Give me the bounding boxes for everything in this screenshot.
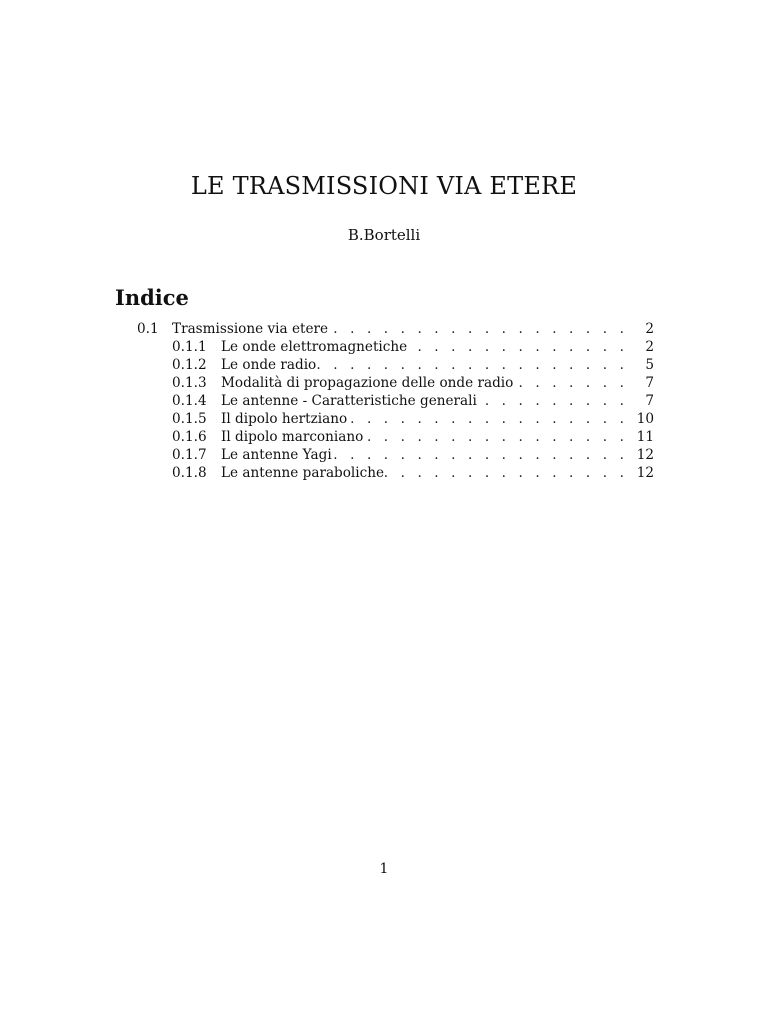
toc-entry-title[interactable]: Le antenne - Caratteristiche generali [221,393,477,409]
toc-leader-dots [332,446,636,464]
toc-entry[interactable] [137,356,654,374]
toc-entry[interactable] [137,446,654,464]
toc-entry-number: 0.1.7 [172,447,207,463]
toc-entry-title[interactable]: Modalità di propagazione delle onde radio [221,375,514,391]
table-of-contents [137,320,654,482]
document-title: LE TRASMISSIONI VIA ETERE [190,172,578,200]
toc-entry-page[interactable]: 5 [645,357,654,373]
toc-entry[interactable] [137,464,654,482]
document-author: B.Bortelli [347,226,421,244]
toc-entry[interactable] [137,428,654,446]
toc-entry-number: 0.1.3 [172,375,207,391]
toc-leader-dots [407,338,636,356]
page-number: 1 [379,861,389,877]
toc-leader-dots [477,392,636,410]
toc-leader-dots [316,356,636,374]
toc-leader-dots [363,428,636,446]
toc-entry-title[interactable]: Il dipolo marconiano [221,429,364,445]
toc-entry[interactable] [137,338,654,356]
toc-entry-title[interactable]: Trasmissione via etere [172,321,329,337]
toc-entry-page[interactable]: 7 [645,375,654,391]
toc-entry-title[interactable]: Le antenne paraboliche [221,465,385,481]
toc-entry-number: 0.1.1 [172,339,207,355]
toc-entry-number: 0.1.6 [172,429,207,445]
toc-leader-dots [347,410,636,428]
toc-entry-title[interactable]: Le onde elettromagnetiche [221,339,408,355]
toc-entry-title[interactable]: Le antenne Yagi [221,447,332,463]
toc-leader-dots [384,464,636,482]
toc-entry-number: 0.1.8 [172,465,207,481]
toc-entry-title[interactable]: Le onde radio [221,357,317,373]
toc-entry[interactable] [137,410,654,428]
toc-entry-number: 0.1.4 [172,393,207,409]
toc-entry[interactable] [137,374,654,392]
toc-entry-page[interactable]: 12 [636,465,654,481]
toc-entry-page[interactable]: 7 [645,393,654,409]
toc-heading: Indice [115,285,189,310]
toc-entry[interactable] [137,392,654,410]
toc-entry-number: 0.1.5 [172,411,207,427]
toc-entry-page[interactable]: 2 [645,339,654,355]
toc-leader-dots [513,374,636,392]
toc-entry-number: 0.1 [137,321,159,337]
toc-entry-number: 0.1.2 [172,357,207,373]
toc-entry-page[interactable]: 10 [636,411,654,427]
toc-entry-page[interactable]: 2 [645,321,654,337]
toc-entry-title[interactable]: Il dipolo hertziano [221,411,348,427]
toc-entry[interactable] [137,320,654,338]
toc-leader-dots [328,320,636,338]
toc-entry-page[interactable]: 11 [636,429,654,445]
toc-entry-page[interactable]: 12 [636,447,654,463]
